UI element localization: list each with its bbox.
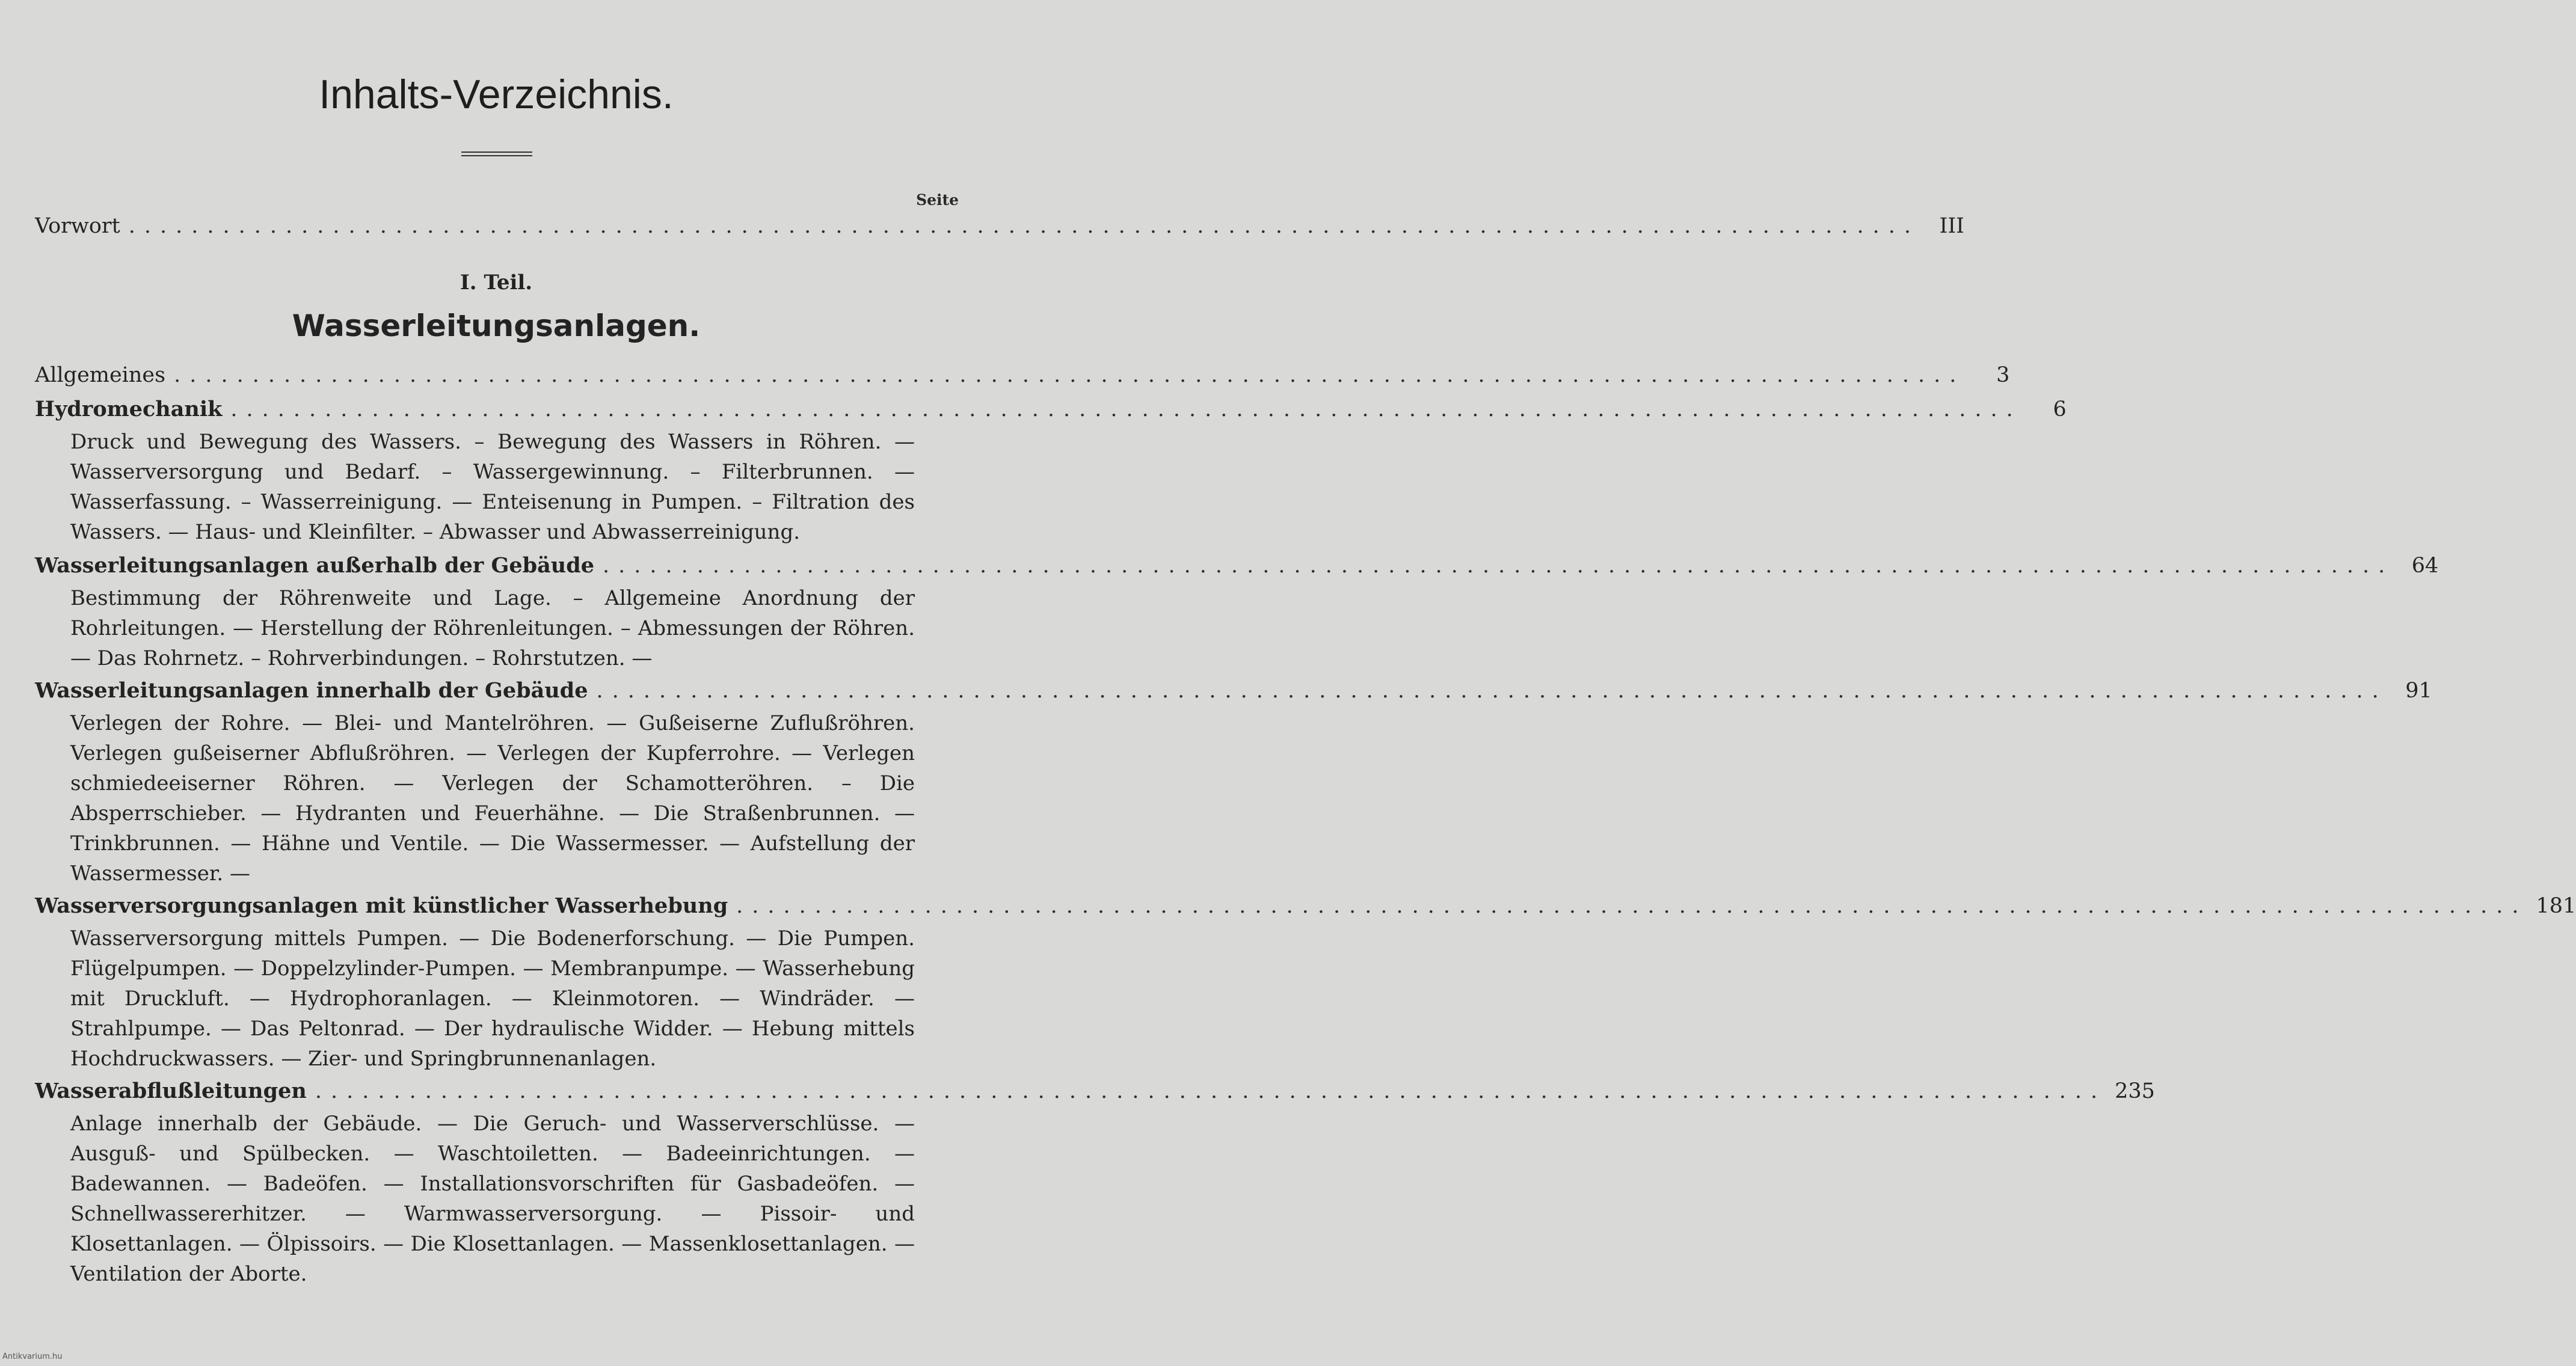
toc-entry-ausserhalb <box>35 553 2439 581</box>
toc-entry-page: 235 <box>2115 1079 2155 1103</box>
toc-entry-abflussleitungen <box>35 1079 2155 1106</box>
toc-entry-description: Bestimmung der Röhrenweite und Lage. – Allgemeine Anordnung der Rohrleitungen. — Herstellung der Röhrenleitungen. – Abmessungen der Röhren. — Das Rohrnetz. – Rohrverbindungen. – Rohrstutzen. — <box>70 586 915 670</box>
toc-entry-description: Wasserversorgung mittels Pumpen. — Die Bodenerforschung. — Die Pumpen. Flügelpumpen. — Doppelzylinder-Pumpen. — Membranpumpe. — Wasserhebung mit Druckluft. — Hydrophoranlagen. — Kleinmotoren. — Windräder. — Strahlpumpe. — Das Peltonrad. — Der hydraulische Widder. — Hebung mittels Hochdruckwassers. — Zier- und Springbrunnenanlagen. <box>70 926 915 1071</box>
toc-entry-innerhalb <box>35 678 2432 706</box>
toc-entry-page: 181 <box>2536 894 2576 918</box>
leader-dots: .................................................................................................................. <box>736 894 2528 918</box>
toc-entry-description: Anlage innerhalb der Gebäude. — Die Geruch- und Wasserverschlüsse. — Ausguß- und Spülbecken. — Waschtoiletten. — Badeeinrichtungen. — Badewannen. — Badeöfen. — Installationsvorschriften für Gasbadeöfen. — Schnellwassererhitzer. — Warmwasserversorgung. — Pissoir- und Klosettanlagen. — Ölpissoirs. — Die Klosettanlagen. — Massenklosettanlagen. — Ventilation der Aborte. <box>70 1112 915 1286</box>
toc-entry-label: Hydromechanik <box>35 397 223 421</box>
leader-dots: .................................................................................................................. <box>128 214 1920 238</box>
page-title: Inhalts-Verzeichnis. <box>319 72 674 117</box>
leader-dots: .................................................................................................................. <box>603 554 2394 578</box>
toc-entry-page: III <box>1939 214 1965 238</box>
toc-entry-label: Allgemeines <box>35 363 166 387</box>
toc-entry-hydromechanik <box>35 397 2067 424</box>
seite-column-label: Seite <box>916 191 959 209</box>
leader-dots: .................................................................................................................. <box>230 397 2022 421</box>
toc-entry-label: Wasserversorgungsanlagen mit künstlicher Wasserhebung <box>35 893 728 918</box>
toc-entry-wasserhebung <box>35 893 2576 921</box>
toc-entry-description: Verlegen der Rohre. — Blei- und Mantelröhren. — Gußeiserne Zuflußröhren. Verlegen gußeiserner Abflußröhren. — Verlegen der Kupferrohre. — Verlegen schmiedeeiserner Röhren. — Verlegen der Schamotteröhren. – Die Absperrschieber. — Hydranten und Feuerhähne. — Die Straßenbrunnen. — Trinkbrunnen. — Hähne und Ventile. — Die Wassermesser. — Aufstellung der Wassermesser. — <box>70 711 915 886</box>
toc-entry-page: 6 <box>2053 397 2067 421</box>
toc-entry-allgemeines <box>35 363 2010 391</box>
watermark: Antikvarium.hu <box>2 1352 63 1361</box>
toc-entry-label: Wasserleitungsanlagen innerhalb der Gebäude <box>35 678 588 703</box>
leader-dots: .................................................................................................................. <box>315 1079 2107 1103</box>
leader-dots: .................................................................................................................. <box>174 363 1966 387</box>
toc-entry-description: Druck und Bewegung des Wassers. – Bewegung des Wassers in Röhren. — Wasserversorgung und Bedarf. – Wassergewinnung. – Filterbrunnen. — Wasserfassung. – Wasserreinigung. — Enteisenung in Pumpen. – Filtration des Wassers. — Haus- und Kleinfilter. – Abwasser und Abwasserreinigung. <box>70 430 915 544</box>
title-rule-top <box>461 152 532 153</box>
part-number: I. Teil. <box>460 271 533 295</box>
toc-entry-vorwort <box>35 214 1965 242</box>
toc-entry-label: Wasserabflußleitungen <box>35 1079 307 1103</box>
toc-entry-page: 64 <box>2411 554 2439 578</box>
part-title: Wasserleitungsanlagen. <box>292 308 701 343</box>
leader-dots: .................................................................................................................. <box>596 679 2388 703</box>
title-rule-bottom <box>461 155 532 156</box>
toc-entry-page: 3 <box>1996 363 2010 387</box>
toc-entry-page: 91 <box>2405 679 2432 703</box>
toc-entry-label: Vorwort <box>35 214 120 238</box>
toc-entry-label: Wasserleitungsanlagen außerhalb der Gebäude <box>35 553 594 578</box>
